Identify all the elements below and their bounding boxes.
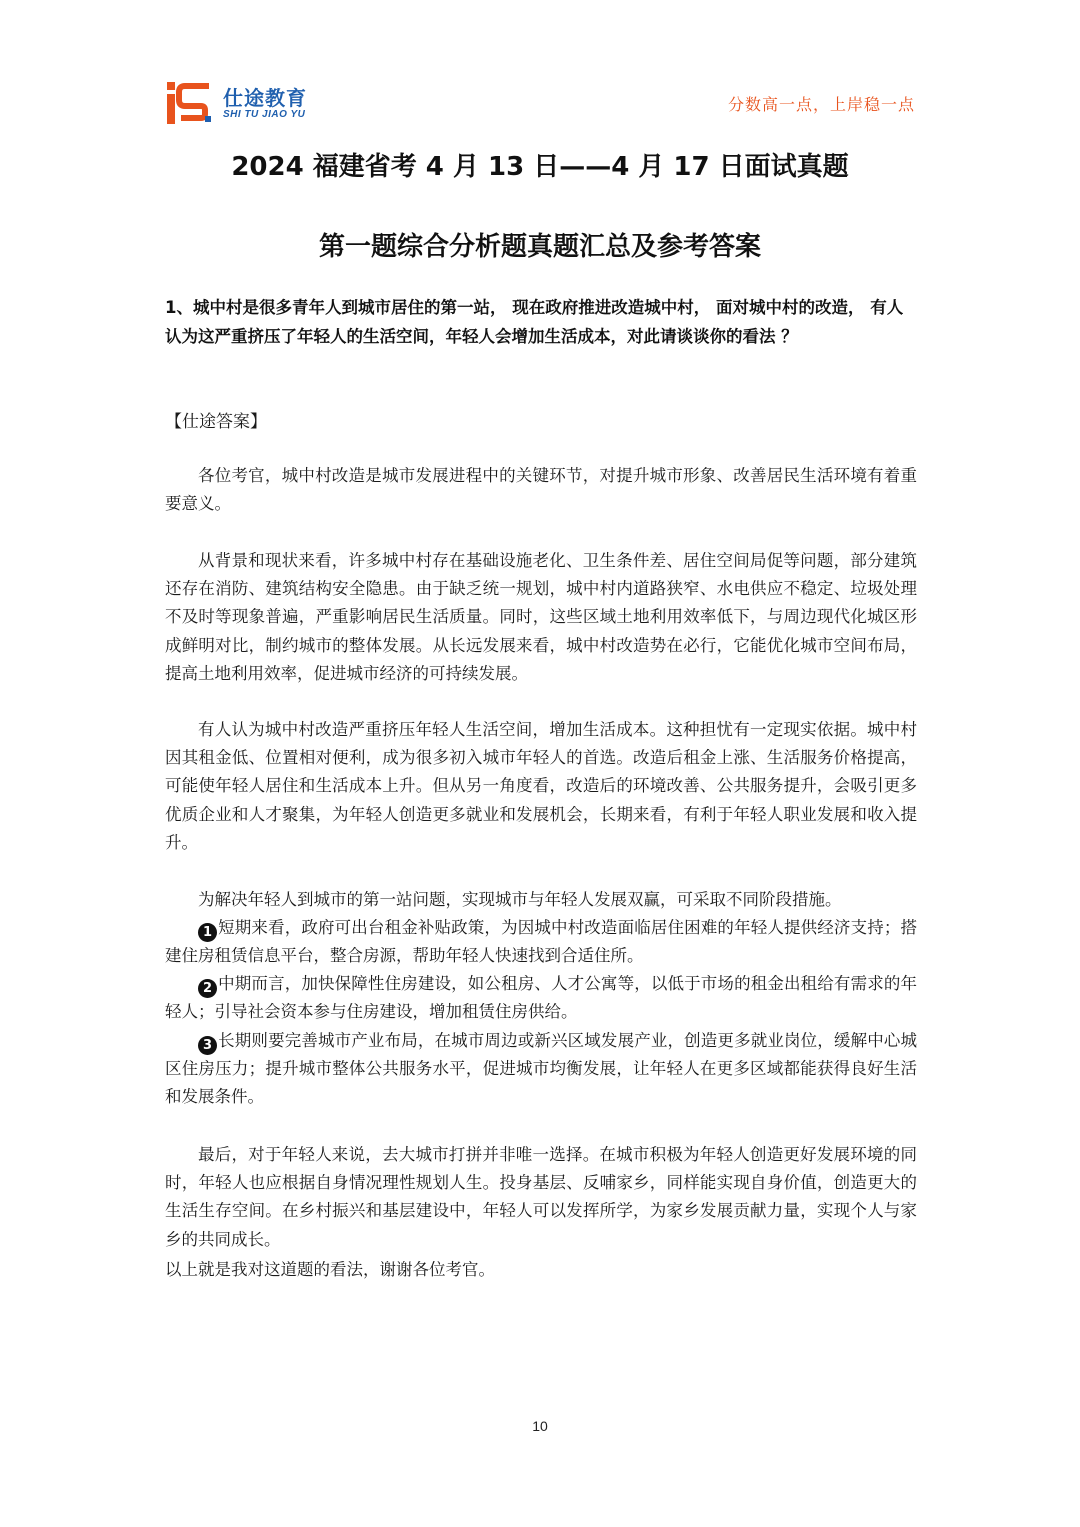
answer-paragraph-intro: 各位考官，城中村改造是城市发展进程中的关键环节，对提升城市形象、改善居民生活环境有着重要意义。 <box>165 466 917 514</box>
page-number: 10 <box>532 1418 548 1434</box>
document-subtitle: 第一题综合分析题真题汇总及参考答案 <box>318 232 761 262</box>
measure-short-term <box>165 914 917 970</box>
measure-long-term <box>165 1027 917 1112</box>
measure-long-term-text: 长期则要完善城市产业布局，在城市周边或新兴区域发展产业，创造更多就业岗位，缓解中心城区住房压力；提升城市整体公共服务水平，促进城市均衡发展，让年轻人在更多区域都能获得良好生活和发展条件。 <box>165 1031 917 1107</box>
brand-logo <box>165 78 325 128</box>
number-three-icon: 3 <box>198 1036 217 1055</box>
measure-mid-term-text: 中期而言，加快保障性住房建设，如公租房、人才公寓等，以低于市场的租金出租给有需求的年轻人；引导社会资本参与住房建设，增加租赁住房供给。 <box>165 974 917 1022</box>
logo-chinese-name: 仕途教育 <box>223 86 307 110</box>
number-one-icon: 1 <box>198 923 217 942</box>
measure-mid-term <box>165 970 917 1026</box>
answer-closing-line: 以上就是我对这道题的看法，谢谢各位考官。 <box>165 1260 495 1279</box>
question-text: 1、城中村是很多青年人到城市居住的第一站， 现在政府推进改造城中村， 面对城中村的改造， 有人认为这严重挤压了年轻人的生活空间，年轻人会增加生活成本，对此请谈谈你的看法 ？ <box>165 298 904 346</box>
answer-paragraph-conclusion: 最后，对于年轻人来说，去大城市打拼并非唯一选择。在城市积极为年轻人创造更好发展环境的同时，年轻人也应根据自身情况理性规划人生。投身基层、反哺家乡，同样能实现自身价值，创造更大的生活生存空间。在乡村振兴和基层建设中，年轻人可以发挥所学，为家乡发展贡献力量，实现个人与家乡的共同成长。 <box>165 1145 917 1249</box>
logo-mark-icon <box>165 80 215 126</box>
page-header <box>165 78 915 130</box>
logo-pinyin-name: SHI TU JIAO YU <box>223 109 306 120</box>
number-two-icon: 2 <box>198 979 217 998</box>
answer-label: 【仕途答案】 <box>165 412 267 432</box>
answer-paragraph-measures: 为解决年轻人到城市的第一站问题，实现城市与年轻人发展双赢，可采取不同阶段措施。 <box>198 890 842 909</box>
answer-paragraph-analysis: 有人认为城中村改造严重挤压年轻人生活空间，增加生活成本。这种担忧有一定现实依据。城中村因其租金低、位置相对便利，成为很多初入城市年轻人的首选。改造后租金上涨、生活服务价格提高，可能使年轻人居住和生活成本上升。但从另一角度看，改造后的环境改善、公共服务提升，会吸引更多优质企业和人才聚集，为年轻人创造更多就业和发展机会，长期来看，有利于年轻人职业发展和收入提升。 <box>165 720 917 852</box>
measure-short-term-text: 短期来看，政府可出台租金补贴政策，为因城中村改造面临居住困难的年轻人提供经济支持；搭建住房租赁信息平台，整合房源，帮助年轻人快速找到合适住所。 <box>165 918 917 966</box>
answer-paragraph-background: 从背景和现状来看，许多城中村存在基础设施老化、卫生条件差、居住空间局促等问题，部分建筑还存在消防、建筑结构安全隐患。由于缺乏统一规划，城中村内道路狭窄、水电供应不稳定、垃圾处理不及时等现象普遍，严重影响居民生活质量。同时，这些区域土地利用效率低下，与周边现代化城区形成鲜明对比，制约城市的整体发展。从长远发展来看，城中村改造势在必行，它能优化城市空间布局，提高土地利用效率，促进城市经济的可持续发展。 <box>165 551 917 683</box>
header-slogan: 分数高一点，上岸稳一点 <box>727 95 915 114</box>
document-title: 2024 福建省考 4 月 13 日——4 月 17 日面试真题 <box>231 152 849 182</box>
